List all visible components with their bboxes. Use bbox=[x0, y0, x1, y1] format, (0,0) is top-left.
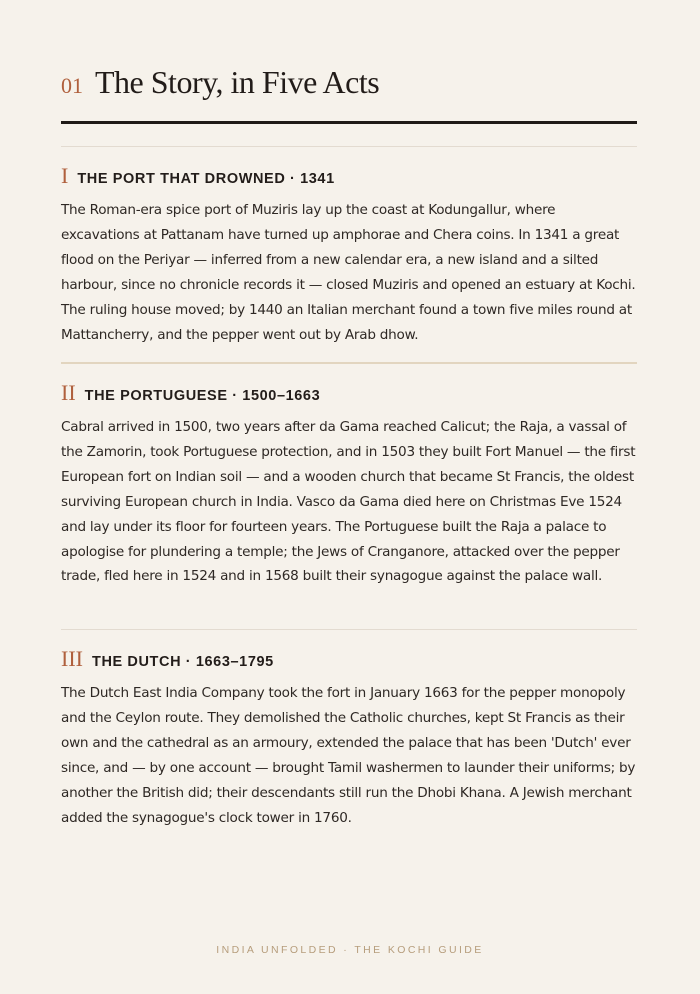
section-number: 01 bbox=[61, 73, 83, 98]
act-section bbox=[61, 163, 637, 347]
divider bbox=[61, 362, 637, 364]
divider bbox=[61, 146, 637, 147]
act-numeral: I bbox=[61, 163, 69, 188]
act-body: The Roman-era spice port of Muziris lay up the coast at Kodungallur, where excavations at Pattanam have turned up amphorae and Chera coins. In 1341 a great flood on the Periyar — inferred from a new calendar era, a new island and a silted harbour, since no chronicle records it — closed Muziris and opened an estuary at Kochi. The ruling house moved; by 1440 an Italian merchant found a town five miles round at Mattancherry, and the pepper went out by Arab dhow. bbox=[61, 202, 636, 343]
act-title: THE PORT THAT DROWNED · 1341 bbox=[77, 171, 335, 187]
act-body: Cabral arrived in 1500, two years after da Gama reached Calicut; the Raja, a vassal of the Zamorin, took Portuguese protection, and in 1503 they built Fort Manuel — the first European fort on Indian soil — and a wooden church that became St Francis, the oldest surviving European church in India. Vasco da Gama died here on Christmas Eve 1524 and lay under its floor for fourteen years. The Portuguese built the Raja a palace to apologise for plundering a temple; the Jews of Cranganore, attacked over the pepper trade, fled here in 1524 and in 1568 built their synagogue against the palace wall. bbox=[61, 419, 636, 585]
act-section bbox=[61, 380, 637, 589]
title-divider bbox=[61, 121, 637, 124]
act-heading bbox=[61, 380, 637, 408]
act-body: The Dutch East India Company took the fort in January 1663 for the pepper monopoly and the Ceylon route. They demolished the Catholic churches, kept St Francis as their own and the cathedral as an armoury, extended the palace that has been 'Dutch' ever since, and — by one account — brought Tamil washermen to launder their uniforms; by another the British did; their descendants still run the Dhobi Khana. A Jewish merchant added the synagogue's clock tower in 1760. bbox=[61, 685, 636, 826]
section-heading bbox=[61, 64, 637, 114]
act-title: THE PORTUGUESE · 1500–1663 bbox=[84, 388, 321, 404]
act-heading bbox=[61, 163, 637, 191]
act-heading bbox=[61, 646, 637, 674]
act-numeral: II bbox=[61, 380, 76, 405]
act-title: THE DUTCH · 1663–1795 bbox=[91, 654, 274, 670]
page-title: The Story, in Five Acts bbox=[95, 64, 380, 100]
page-footer: INDIA UNFOLDED · THE KOCHI GUIDE bbox=[216, 944, 484, 956]
divider bbox=[61, 629, 637, 630]
act-section bbox=[61, 646, 637, 830]
act-numeral: III bbox=[61, 646, 83, 671]
